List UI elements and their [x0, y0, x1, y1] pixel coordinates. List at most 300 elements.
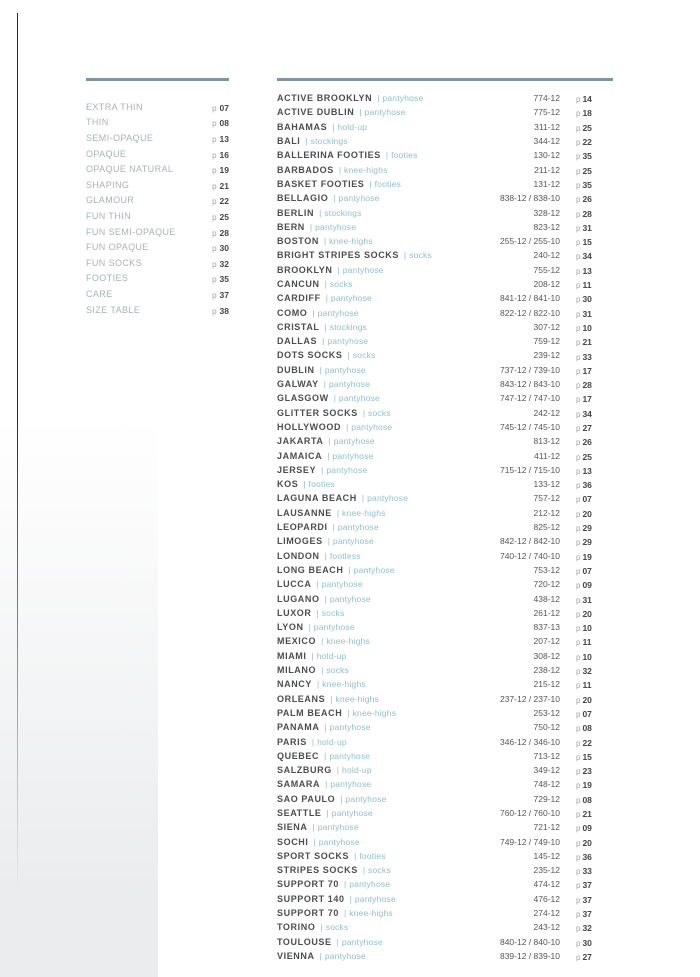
category-label: THIN	[86, 117, 109, 128]
article-number: 760-12 / 760-10	[499, 807, 560, 818]
product-type: knee-highs	[352, 707, 397, 718]
page-number: 31	[582, 308, 592, 319]
product-name: SUPPORT 70	[277, 908, 340, 919]
product-name: SUPPORT 70	[277, 879, 340, 890]
separator: |	[336, 765, 340, 776]
product-type: pantyhose	[331, 807, 373, 818]
article-number: 133-12	[533, 479, 560, 490]
page-prefix: p	[576, 867, 581, 877]
page-prefix: p	[576, 581, 581, 591]
product-type: pantyhose	[330, 293, 372, 304]
page-number: 30	[582, 294, 592, 305]
product-name: VIENNA	[277, 950, 315, 961]
page-prefix: p	[576, 681, 581, 691]
article-number: 328-12	[533, 207, 560, 218]
page-prefix: p	[576, 752, 581, 762]
product-type: socks	[409, 250, 432, 261]
separator: |	[324, 550, 327, 561]
article-number: 840-12 / 840-10	[499, 936, 560, 947]
page-number: 27	[582, 422, 592, 433]
page-prefix: p	[576, 323, 581, 333]
page-number: 10	[582, 322, 592, 333]
product-name: TOULOUSE	[277, 936, 332, 947]
page-number: 38	[219, 305, 229, 316]
page-number: 37	[582, 880, 592, 891]
page-number: 32	[582, 923, 592, 934]
page-prefix: p	[576, 309, 581, 319]
separator: |	[316, 579, 319, 590]
page-prefix: p	[212, 212, 217, 222]
product-name: LEOPARDI	[277, 522, 328, 533]
product-name: MEXICO	[277, 636, 317, 647]
page-prefix: p	[576, 695, 581, 705]
separator: |	[344, 879, 347, 890]
product-type: knee-highs	[335, 693, 380, 704]
category-label: FUN THIN	[86, 210, 132, 221]
page-number: 35	[582, 151, 592, 162]
page-prefix: p	[576, 538, 581, 548]
page-number: 10	[582, 651, 592, 662]
page-number: 08	[582, 723, 592, 734]
separator: |	[324, 279, 327, 289]
article-number: 235-12	[533, 865, 560, 876]
product-type: hold-up	[316, 650, 347, 661]
separator: |	[324, 321, 327, 332]
product-name: CARDIFF	[277, 293, 321, 304]
separator: |	[333, 193, 336, 204]
product-name: CANCUN	[277, 279, 320, 289]
separator: |	[330, 693, 333, 704]
article-number: 750-12	[533, 722, 560, 733]
page-prefix: p	[576, 624, 581, 634]
separator: |	[336, 507, 340, 518]
page-number: 35	[582, 179, 592, 190]
page-number: 09	[582, 580, 592, 591]
article-number: 242-12	[533, 407, 560, 418]
sidebar-item	[86, 115, 229, 131]
page-prefix: p	[212, 181, 217, 191]
product-name: BALI	[277, 136, 301, 147]
product-type: pantyhose	[329, 722, 371, 733]
product-type: socks	[326, 665, 350, 676]
article-number: 346-12 / 346-10	[499, 736, 560, 747]
product-type: pantyhose	[326, 464, 368, 475]
sidebar-item	[86, 302, 229, 318]
product-type: stockings	[310, 136, 348, 147]
page-prefix: p	[576, 881, 581, 891]
page-prefix: p	[212, 275, 217, 285]
page-number: 20	[582, 508, 592, 519]
page-prefix: p	[576, 409, 581, 419]
separator: |	[361, 493, 365, 504]
page-prefix: p	[576, 180, 581, 190]
sidebar-item	[86, 161, 229, 177]
product-name: BELLAGIO	[277, 193, 329, 204]
page-number: 35	[219, 274, 229, 285]
product-type: pantyhose	[313, 622, 355, 633]
page-number: 21	[582, 809, 592, 819]
page-prefix: p	[576, 810, 581, 819]
product-name: CRISTAL	[277, 321, 320, 332]
page-prefix: p	[576, 709, 581, 719]
product-type: knee-highs	[344, 164, 388, 175]
article-number: 243-12	[533, 922, 560, 933]
article-number: 753-12	[533, 564, 560, 575]
separator: |	[324, 593, 327, 604]
page-number: 10	[582, 623, 592, 634]
article-number: 842-12 / 842-10	[499, 536, 560, 547]
article-number: 757-12	[533, 493, 560, 504]
separator: |	[305, 136, 308, 147]
page-number: 27	[582, 951, 592, 962]
page-number: 21	[582, 337, 592, 348]
product-type: pantyhose	[317, 307, 359, 318]
page-number: 07	[219, 102, 229, 113]
separator: |	[354, 850, 357, 861]
product-type: pantyhose	[351, 421, 393, 432]
separator: |	[344, 908, 347, 919]
category-index-list	[86, 99, 229, 317]
product-type: pantyhose	[353, 564, 395, 575]
sidebar-item	[86, 193, 229, 209]
page-number: 09	[582, 823, 592, 834]
product-name: QUEBEC	[277, 750, 320, 761]
product-name: LYON	[277, 622, 304, 633]
page-number: 13	[582, 265, 592, 276]
article-number: 749-12 / 749-10	[499, 836, 560, 847]
category-label: GLAMOUR	[86, 195, 135, 206]
product-type: pantyhose	[329, 379, 371, 390]
product-type: hold-up	[342, 765, 372, 776]
product-type: knee-highs	[329, 236, 373, 247]
product-type: knee-highs	[342, 507, 386, 518]
page-number: 08	[582, 794, 592, 805]
article-number: 208-12	[533, 279, 560, 289]
product-name: BERLIN	[277, 207, 315, 218]
product-name: LUCCA	[277, 579, 312, 590]
category-label: SEMI-OPAQUE	[86, 132, 154, 143]
page-prefix: p	[212, 134, 217, 144]
product-name: LIMOGES	[277, 536, 323, 547]
page-number: 28	[219, 227, 229, 238]
product-name: BERN	[277, 221, 305, 232]
page-number: 20	[582, 608, 592, 619]
product-name: PALM BEACH	[277, 707, 343, 718]
separator: |	[359, 107, 362, 118]
page-prefix: p	[576, 910, 581, 920]
article-number: 838-12 / 838-10	[499, 193, 560, 204]
article-number: 274-12	[533, 908, 560, 919]
page-number: 30	[582, 937, 592, 948]
page-number: 25	[582, 165, 592, 176]
product-type: pantyhose	[338, 193, 380, 204]
page-prefix: p	[576, 195, 581, 205]
list-item	[277, 949, 613, 963]
page-prefix: p	[576, 667, 581, 677]
product-name: LUXOR	[277, 607, 312, 618]
article-number: 474-12	[533, 879, 560, 890]
page-prefix: p	[576, 223, 581, 233]
page-number: 29	[582, 537, 592, 548]
page-number: 26	[582, 194, 592, 205]
product-name: JAMAICA	[277, 450, 323, 461]
article-number: 311-12	[534, 121, 560, 132]
product-type: pantyhose	[367, 493, 409, 504]
product-type: socks	[321, 607, 345, 618]
page-prefix: p	[576, 566, 581, 576]
product-name: LAGUNA BEACH	[277, 493, 357, 504]
page-prefix: p	[576, 895, 581, 905]
sidebar-item	[86, 208, 229, 224]
separator: |	[309, 221, 313, 232]
page-prefix: p	[212, 228, 217, 238]
article-number: 843-12 / 843-10	[499, 379, 560, 390]
page-prefix: p	[576, 638, 581, 648]
page-prefix: p	[576, 552, 581, 562]
page-number: 15	[582, 237, 592, 248]
product-name: SAO PAULO	[277, 793, 336, 804]
product-type: socks	[325, 922, 349, 933]
page-number: 16	[219, 149, 229, 160]
sidebar-item	[86, 255, 229, 271]
page-prefix: p	[212, 150, 217, 160]
category-label: OPAQUE	[86, 148, 127, 159]
product-type: knee-highs	[322, 679, 366, 690]
product-name: GLITTER SOCKS	[277, 407, 358, 418]
article-number: 740-12 / 740-10	[499, 550, 560, 561]
product-type: pantyhose	[321, 579, 363, 590]
article-number: 715-12 / 715-10	[499, 464, 560, 475]
separator: |	[369, 178, 372, 189]
product-name: LONDON	[277, 550, 320, 561]
product-name: BARBADOS	[277, 164, 334, 175]
product-name: BALLERINA FOOTIES	[277, 150, 381, 161]
page-edge-line	[17, 13, 18, 962]
page-prefix: p	[576, 781, 581, 791]
article-number: 720-12	[533, 579, 560, 590]
product-page-ref	[560, 947, 613, 965]
article-number: 745-12 / 745-10	[499, 421, 560, 432]
page-prefix: p	[212, 166, 217, 176]
page-prefix: p	[576, 724, 581, 734]
page-prefix: p	[576, 609, 581, 619]
page-prefix: p	[576, 738, 581, 748]
product-name: ORLEANS	[277, 693, 326, 704]
page-number: 37	[582, 909, 592, 920]
product-name: MIAMI	[277, 650, 307, 661]
page-number: 22	[219, 196, 229, 207]
article-number: 825-12	[533, 522, 560, 533]
separator: |	[327, 536, 330, 547]
product-name: SAMARA	[277, 779, 321, 790]
page-prefix: p	[576, 795, 581, 805]
page-number: 25	[219, 211, 229, 222]
separator: |	[362, 407, 366, 418]
page-prefix: p	[576, 652, 581, 662]
page-prefix: p	[576, 509, 581, 519]
category-label: SHAPING	[86, 179, 130, 190]
page-number: 21	[219, 180, 229, 191]
page-number: 36	[582, 851, 592, 862]
product-type: pantyhose	[382, 93, 424, 104]
page-prefix: p	[576, 366, 581, 376]
page-number: 34	[582, 408, 592, 419]
product-type: footies	[359, 850, 386, 861]
page-number: 28	[582, 380, 592, 391]
separator: |	[321, 665, 324, 676]
page-prefix: p	[576, 452, 581, 462]
product-type: pantyhose	[349, 879, 391, 890]
product-type: pantyhose	[329, 750, 371, 761]
separator: |	[336, 936, 339, 947]
separator: |	[326, 807, 329, 818]
separator: |	[308, 622, 311, 633]
product-type: pantyhose	[318, 836, 360, 847]
page-prefix: p	[212, 197, 217, 207]
page-prefix: p	[576, 466, 581, 476]
article-number: 438-12	[533, 593, 560, 604]
product-type: stockings	[324, 207, 362, 218]
product-name: BRIGHT STRIPES SOCKS	[277, 250, 400, 261]
product-type: pantyhose	[332, 536, 374, 547]
product-name: LAUSANNE	[277, 507, 332, 518]
page-number: 29	[582, 523, 592, 534]
page-number: 15	[582, 751, 592, 762]
article-number: 755-12	[533, 264, 560, 275]
separator: |	[338, 164, 342, 175]
page-number: 33	[582, 866, 592, 877]
separator: |	[347, 350, 350, 361]
category-label: FUN OPAQUE	[86, 242, 149, 253]
article-number: 822-12 / 822-10	[499, 307, 560, 318]
sidebar-item	[86, 99, 229, 115]
product-name: SUPPORT 140	[277, 893, 345, 904]
index-divider	[277, 78, 613, 81]
product-name: BAHAMAS	[277, 121, 328, 132]
product-name: ACTIVE BROOKLYN	[277, 93, 373, 104]
separator: |	[316, 607, 319, 618]
page-number: 30	[219, 243, 229, 254]
category-page-ref	[212, 301, 229, 319]
page-number: 11	[582, 280, 592, 291]
page-prefix: p	[576, 924, 581, 934]
page-number: 34	[582, 251, 592, 262]
category-label: CARE	[86, 288, 113, 299]
page-number: 22	[582, 137, 592, 148]
sidebar-item	[86, 271, 229, 287]
product-name: SEATTLE	[277, 807, 322, 818]
page-number: 14	[582, 94, 592, 105]
page-prefix: p	[576, 395, 581, 405]
product-name: PANAMA	[277, 722, 320, 733]
separator: |	[349, 893, 352, 904]
product-name: BOSTON	[277, 236, 319, 247]
category-label: FUN SEMI-OPAQUE	[86, 226, 176, 237]
product-name: KOS	[277, 479, 299, 490]
separator: |	[333, 393, 336, 404]
page-number: 11	[582, 637, 592, 648]
separator: |	[311, 650, 314, 661]
category-index	[86, 78, 229, 317]
product-name: HOLLYWOOD	[277, 421, 342, 432]
product-type: footies	[391, 150, 418, 161]
product-name: LUGANO	[277, 593, 320, 604]
product-type: knee-highs	[326, 636, 370, 647]
page-number: 37	[219, 289, 229, 300]
product-type: hold-up	[337, 121, 368, 132]
product-type: socks	[329, 279, 353, 289]
product-type: pantyhose	[324, 364, 366, 375]
sidebar-item	[86, 146, 229, 162]
page-number: 32	[219, 258, 229, 269]
page-prefix: p	[576, 595, 581, 605]
product-name: DOTS SOCKS	[277, 350, 343, 361]
page-number: 22	[582, 737, 592, 748]
page-number: 11	[582, 680, 592, 691]
page-number: 20	[582, 694, 592, 705]
page-prefix: p	[576, 281, 581, 291]
product-type: pantyhose	[327, 336, 369, 347]
page-prefix: p	[576, 481, 581, 491]
product-name: JERSEY	[277, 464, 317, 475]
separator: |	[321, 464, 324, 475]
article-number: 823-12	[533, 221, 560, 232]
product-name: GALWAY	[277, 379, 319, 390]
page-number: 13	[219, 133, 229, 144]
product-name: PARIS	[277, 736, 307, 747]
page-prefix: p	[576, 524, 581, 534]
sidebar-item	[86, 286, 229, 302]
page-number: 17	[582, 365, 592, 376]
article-number: 215-12	[533, 679, 560, 690]
page-number: 08	[219, 118, 229, 129]
article-number: 748-12	[533, 779, 560, 790]
product-type: socks	[368, 407, 391, 418]
article-number: 253-12	[533, 707, 560, 718]
page-prefix: p	[212, 259, 217, 269]
article-number: 713-12	[533, 750, 560, 761]
product-type: pantyhose	[338, 393, 380, 404]
page-prefix: p	[576, 438, 581, 448]
page-number: 19	[219, 165, 229, 176]
page-number: 31	[582, 594, 592, 605]
separator: |	[312, 307, 315, 318]
product-type: pantyhose	[317, 822, 359, 833]
product-type: pantyhose	[329, 593, 371, 604]
separator: |	[347, 707, 350, 718]
separator: |	[319, 950, 322, 961]
article-number: 774-12	[533, 93, 560, 104]
separator: |	[321, 636, 324, 647]
sidebar-item	[86, 239, 229, 255]
product-type: stockings	[329, 321, 367, 332]
page-prefix: p	[576, 938, 581, 948]
page-number: 25	[582, 122, 592, 133]
separator: |	[312, 822, 315, 833]
separator: |	[404, 250, 407, 261]
page-number: 07	[582, 565, 592, 576]
product-type: pantyhose	[324, 950, 366, 961]
article-number: 207-12	[533, 636, 560, 647]
product-name: SPORT SOCKS	[277, 850, 350, 861]
article-number: 240-12	[533, 250, 560, 261]
page-scan-shadow	[0, 417, 158, 977]
separator: |	[328, 436, 331, 447]
product-name: LONG BEACH	[277, 564, 344, 575]
page-prefix: p	[212, 290, 217, 300]
article-number: 145-12	[533, 850, 560, 861]
page-prefix: p	[576, 495, 581, 505]
